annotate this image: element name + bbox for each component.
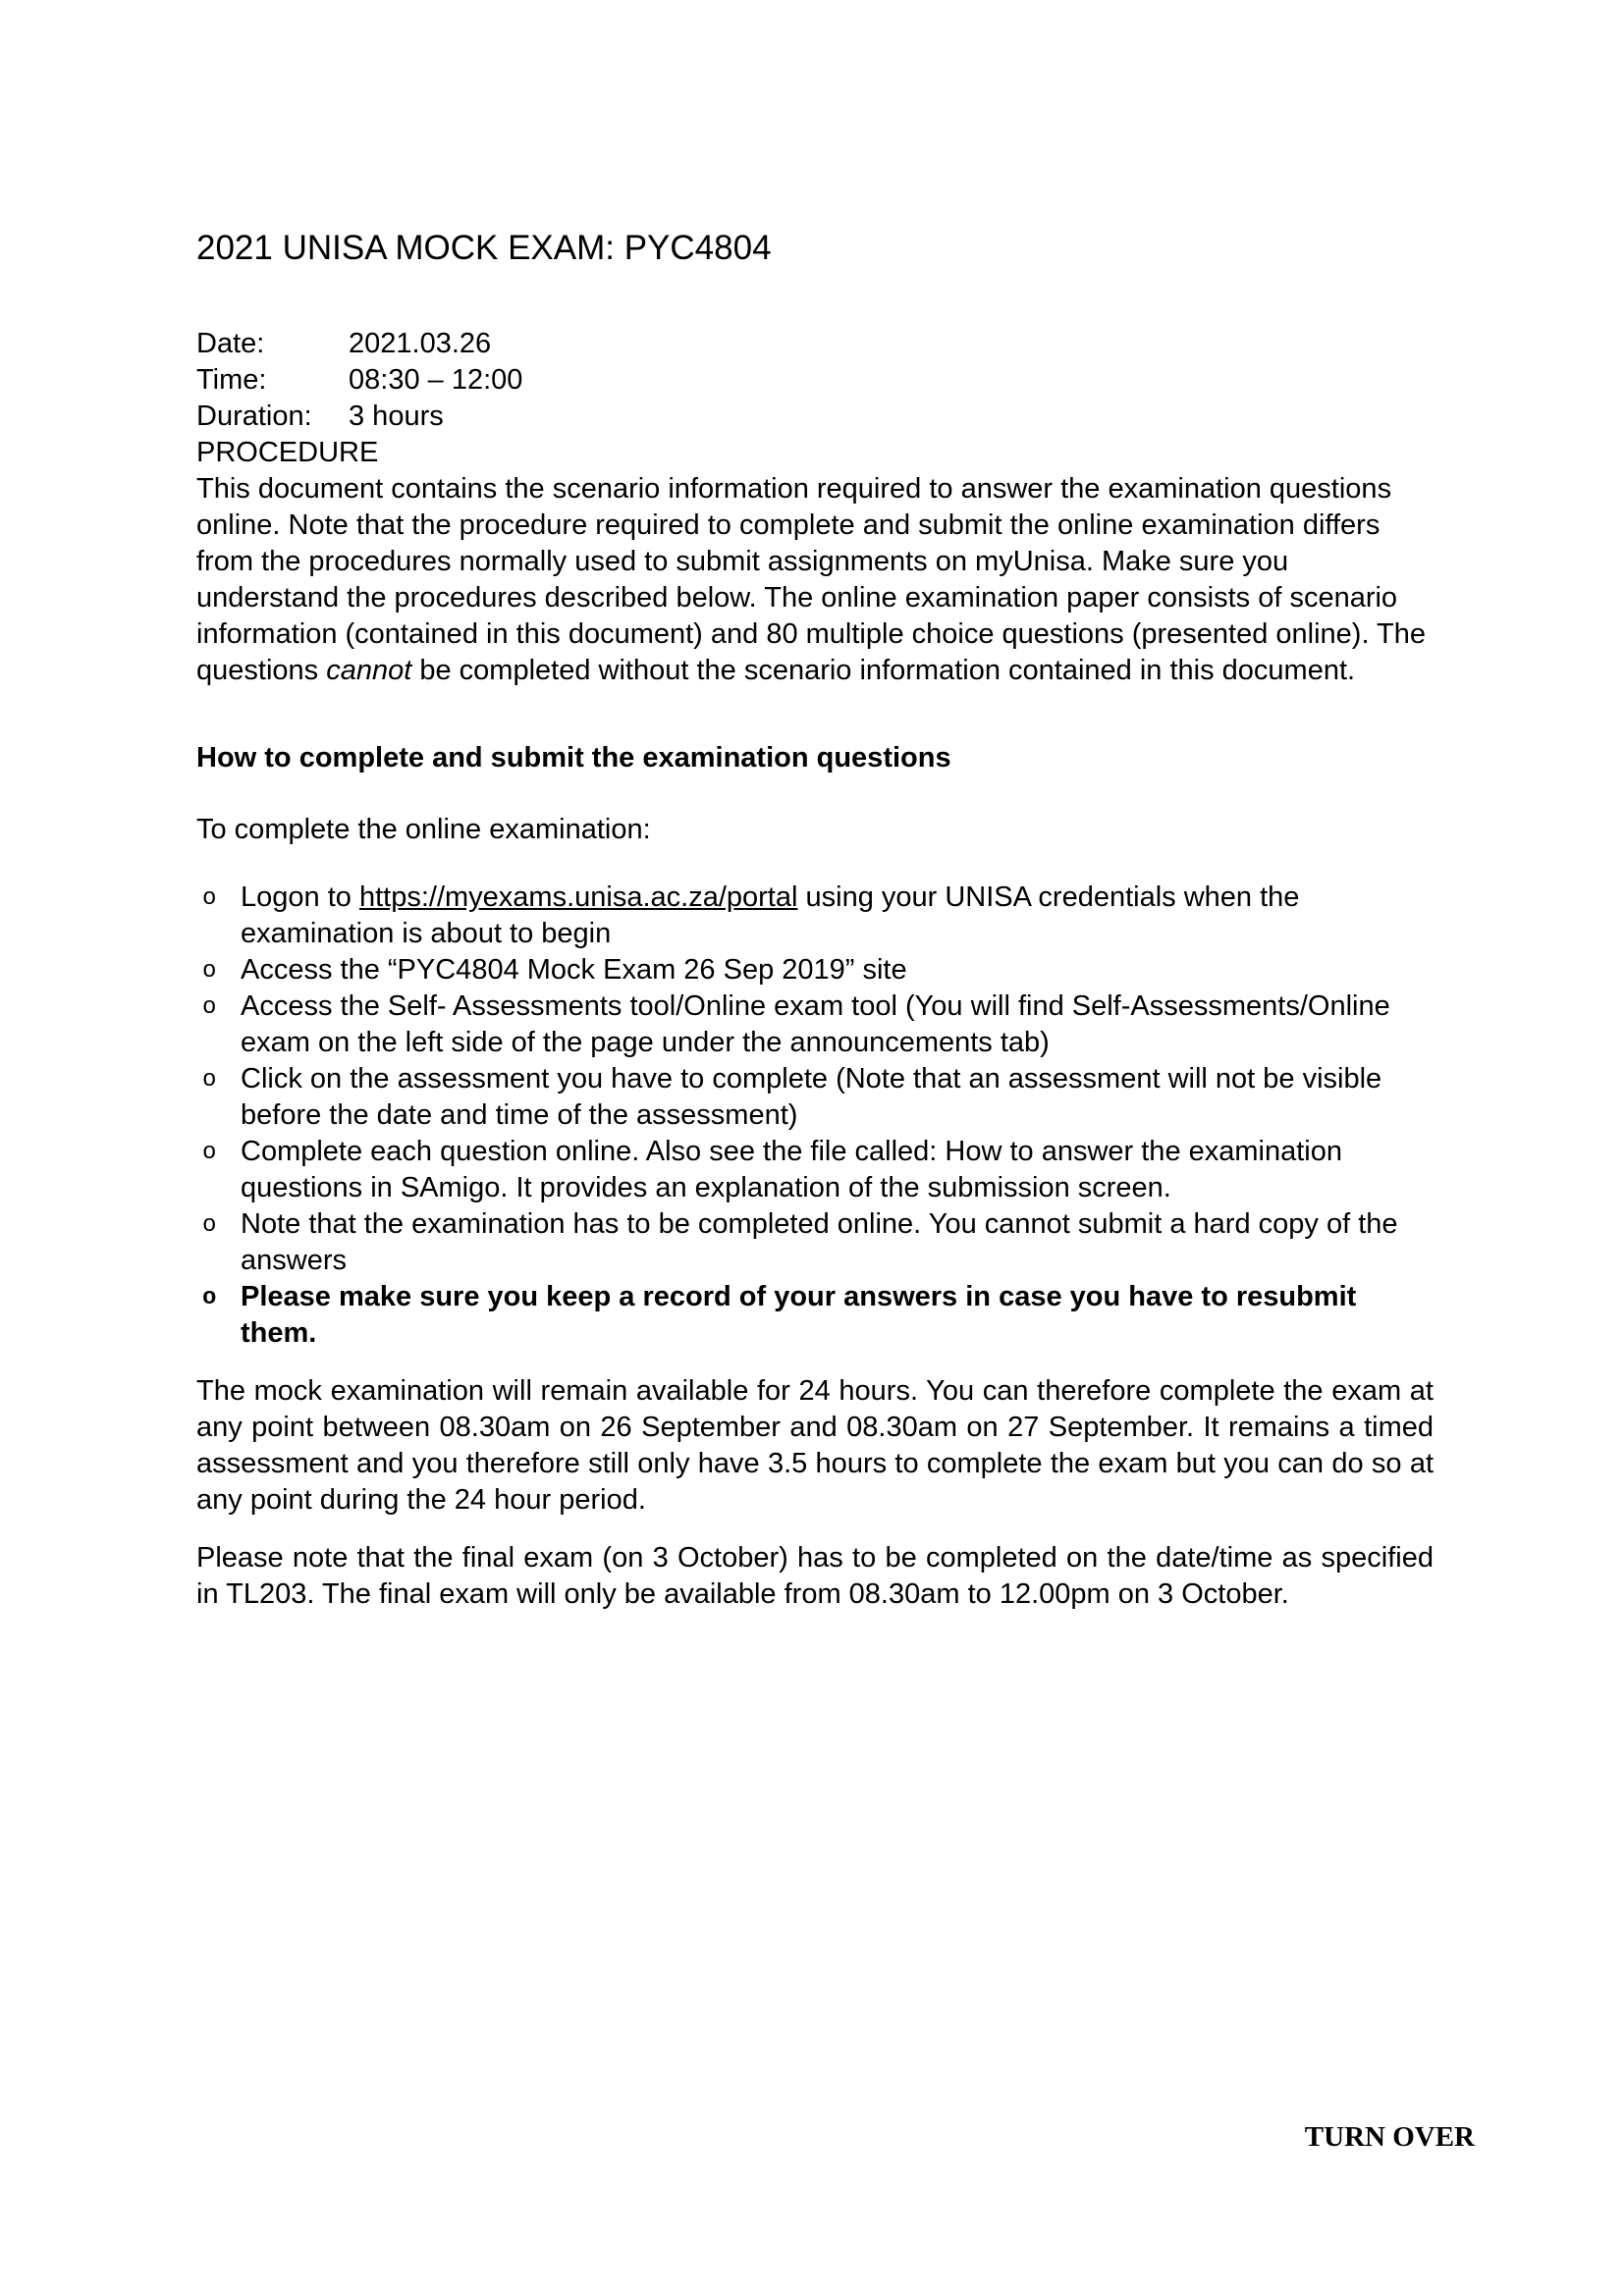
list-item-online-only: o Note that the examination has to be completed online. You cannot submit a hard copy of the answers	[196, 1206, 1434, 1279]
howto-intro: To complete the online examination:	[196, 814, 651, 845]
list-item-access-tool: o Access the Self- Assessments tool/Online exam tool (You will find Self-Assessments/Online exam on the left side of the page under the announcements tab)	[196, 988, 1434, 1061]
list-item-keep-record: o Please make sure you keep a record of your answers in case you have to resubmit them.	[196, 1279, 1434, 1352]
logon-text-pre: Logon to	[241, 881, 359, 913]
turn-over-footer: TURN OVER	[1304, 2121, 1475, 2153]
exam-meta-block	[196, 326, 1434, 435]
howto-heading: How to complete and submit the examination questions	[196, 742, 951, 774]
mock-availability-paragraph: The mock examination will remain available for 24 hours. You can therefore complete the exam at any point between 08.30am on 26 September and 08.30am on 27 September. It remains a timed assessment and you therefore still only have 3.5 hours to complete the exam but you can do so at any point during the 24 hour period.	[196, 1375, 1434, 1516]
instruction-list	[196, 880, 1434, 1352]
intro-text-italic: cannot	[326, 655, 412, 686]
procedure-heading: PROCEDURE	[196, 437, 379, 468]
list-item-logon	[196, 880, 1434, 952]
meta-row-date	[196, 326, 1434, 362]
intro-text-pre: This document contains the scenario information required to answer the examination questions online. Note that the procedure required to complete and submit the online examination differs from the procedures normally used to submit assignments on myUnisa. Make sure you understand the procedures described below. The online examination paper consists of scenario information (contained in this document) and 80 multiple choice questions (presented online). The questions	[196, 473, 1427, 686]
date-label: Date:	[196, 328, 265, 359]
duration-value: 3 hours	[349, 400, 444, 432]
list-item-access-site: o Access the “PYC4804 Mock Exam 26 Sep 2019” site	[196, 952, 1434, 988]
intro-text-post: be completed without the scenario information contained in this document.	[411, 655, 1356, 686]
intro-paragraph	[196, 471, 1434, 689]
meta-row-time	[196, 362, 1434, 399]
duration-label: Duration:	[196, 400, 312, 432]
list-item-click-assessment: o Click on the assessment you have to complete (Note that an assessment will not be visible before the date and time of the assessment)	[196, 1061, 1434, 1134]
meta-row-duration	[196, 399, 1434, 435]
date-value: 2021.03.26	[349, 328, 492, 359]
list-item-complete-questions: o Complete each question online. Also see the file called: How to answer the examination questions in SAmigo. It provides an explanation of the submission screen.	[196, 1134, 1434, 1206]
time-value: 08:30 – 12:00	[349, 364, 523, 396]
document-title: 2021 UNISA MOCK EXAM: PYC4804	[196, 229, 772, 267]
time-label: Time:	[196, 364, 267, 396]
portal-link[interactable]: https://myexams.unisa.ac.za/portal	[358, 881, 798, 913]
logon-text-post: using your UNISA credentials when the examination is about to begin	[241, 881, 1300, 949]
final-exam-paragraph: Please note that the final exam (on 3 October) has to be completed on the date/time as specified in TL203. The final exam will only be available from 08.30am to 12.00pm on 3 October.	[196, 1542, 1434, 1610]
